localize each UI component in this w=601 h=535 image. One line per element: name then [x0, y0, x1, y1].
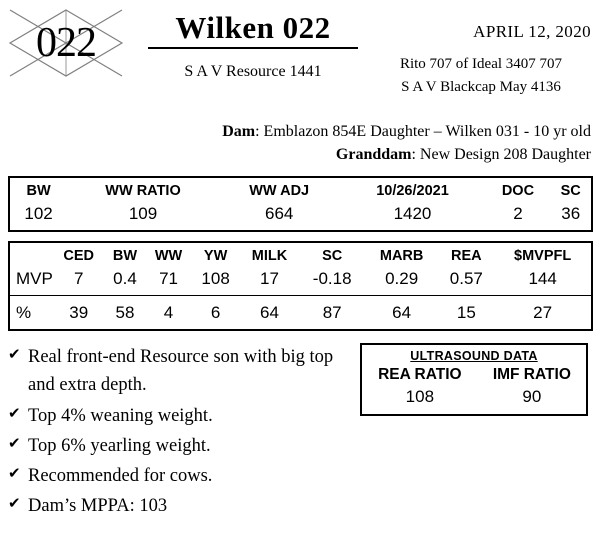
dam-label: Dam: [222, 123, 256, 140]
page-title: Wilken 022: [175, 10, 331, 45]
granddam-label: Granddam: [335, 146, 412, 164]
lot-number-badge: [8, 8, 124, 78]
mvp-yw: 108: [201, 269, 230, 289]
granddam-value: : New Design 208 Daughter: [411, 146, 591, 164]
pedigree-sire-sire: Rito 707 of Ideal 3407 707: [399, 56, 563, 72]
col-header-bw: BW: [26, 183, 51, 200]
mvp-rea: 0.57: [449, 269, 483, 289]
ultrasound-data-box: [360, 343, 588, 416]
pct-bw: 58: [115, 303, 135, 323]
list-item-label: Top 6% yearling weight.: [28, 435, 211, 456]
check-icon: ✔: [8, 405, 21, 422]
bottom-section: [8, 343, 593, 522]
pct-rea: 15: [456, 303, 476, 323]
dam-line: [0, 120, 591, 143]
value-ww-ratio: 109: [128, 204, 158, 224]
mvp-milk: 17: [260, 269, 279, 289]
highlights-list: [8, 343, 348, 522]
title-block: [148, 12, 358, 81]
col-header-ced: CED: [63, 248, 95, 265]
lot-number-text: 022: [36, 20, 96, 66]
ultrasound-title: ULTRASOUND DATA: [410, 349, 538, 364]
header: [0, 0, 601, 118]
table-header-row: [10, 243, 591, 267]
list-item: [8, 492, 348, 520]
col-header-bw: BW: [112, 248, 138, 265]
list-item: [8, 343, 348, 399]
table-row-percent: [10, 301, 591, 329]
list-item: [8, 462, 348, 490]
sale-date: APRIL 12, 2020: [473, 22, 591, 41]
list-item-label: Recommended for cows.: [28, 465, 213, 486]
mvp-mvpfl: 144: [528, 269, 557, 289]
mvp-sc: -0.18: [312, 269, 352, 289]
check-icon: ✔: [8, 435, 21, 452]
col-header-rea-ratio: REA RATIO: [378, 366, 462, 384]
col-header-date: 10/26/2021: [376, 183, 449, 200]
col-header-sc: SC: [560, 183, 581, 200]
pct-ww: 4: [163, 303, 174, 323]
pct-mvpfl: 27: [533, 303, 553, 323]
col-header-imf-ratio: IMF RATIO: [492, 366, 571, 384]
row-label-mvp: MVP: [16, 269, 53, 289]
value-date: 1420: [393, 204, 432, 224]
pct-sc: 87: [322, 303, 342, 323]
check-icon: ✔: [8, 495, 21, 512]
pct-marb: 64: [392, 303, 412, 323]
col-header-doc: DOC: [501, 183, 535, 200]
list-item-label: Real front-end Resource son with big top and extra depth.: [28, 347, 334, 396]
col-header-sc: SC: [322, 248, 343, 265]
col-header-ww: WW: [154, 248, 183, 265]
table-row-mvp: [10, 267, 591, 296]
mvp-marb: 0.29: [385, 269, 419, 289]
value-doc: 2: [513, 204, 523, 224]
row-label-percent: %: [16, 303, 32, 323]
col-header-marb: MARB: [379, 248, 424, 265]
value-rea-ratio: 108: [405, 387, 435, 407]
epd-corner-cell: [10, 243, 53, 267]
list-item-label: Top 4% weaning weight.: [28, 405, 213, 426]
col-header-ww-ratio: WW RATIO: [105, 183, 181, 200]
list-item: [8, 402, 348, 430]
pedigree-sire-dam: S A V Blackcap May 4136: [401, 79, 561, 96]
col-header-ww-adj: WW ADJ: [249, 183, 310, 200]
performance-table: [8, 176, 593, 232]
table-row: [10, 202, 591, 230]
granddam-line: [0, 143, 591, 166]
col-header-rea: REA: [451, 248, 482, 265]
col-header-yw: YW: [203, 248, 228, 265]
title-divider: [148, 47, 358, 49]
list-item-label: Dam’s MPPA: 103: [28, 495, 168, 516]
pct-yw: 6: [210, 303, 221, 323]
check-icon: ✔: [8, 347, 21, 364]
dam-value: : Emblazon 854E Daughter – Wilken 031 - 10 yr old: [255, 123, 591, 140]
table-header-row: [10, 178, 591, 202]
pedigree-right-column: [365, 53, 597, 100]
mvp-ced: 7: [73, 269, 84, 289]
pct-milk: 64: [260, 303, 279, 323]
col-header-milk: MILK: [251, 248, 288, 265]
check-icon: ✔: [8, 465, 21, 482]
value-imf-ratio: 90: [522, 387, 542, 407]
col-header-mvpfl: $MVPFL: [514, 248, 572, 265]
table-row: [362, 385, 586, 408]
epd-table: [8, 241, 593, 331]
value-bw: 102: [24, 204, 53, 224]
value-ww-adj: 664: [265, 204, 294, 224]
list-item: [8, 432, 348, 460]
pct-ced: 39: [69, 303, 89, 323]
value-sc: 36: [561, 204, 581, 224]
sire-name: S A V Resource 1441: [184, 62, 322, 80]
table-header-row: [362, 365, 586, 385]
mvp-bw: 0.4: [113, 269, 137, 289]
dam-info: [0, 120, 601, 166]
mvp-ww: 71: [159, 269, 178, 289]
